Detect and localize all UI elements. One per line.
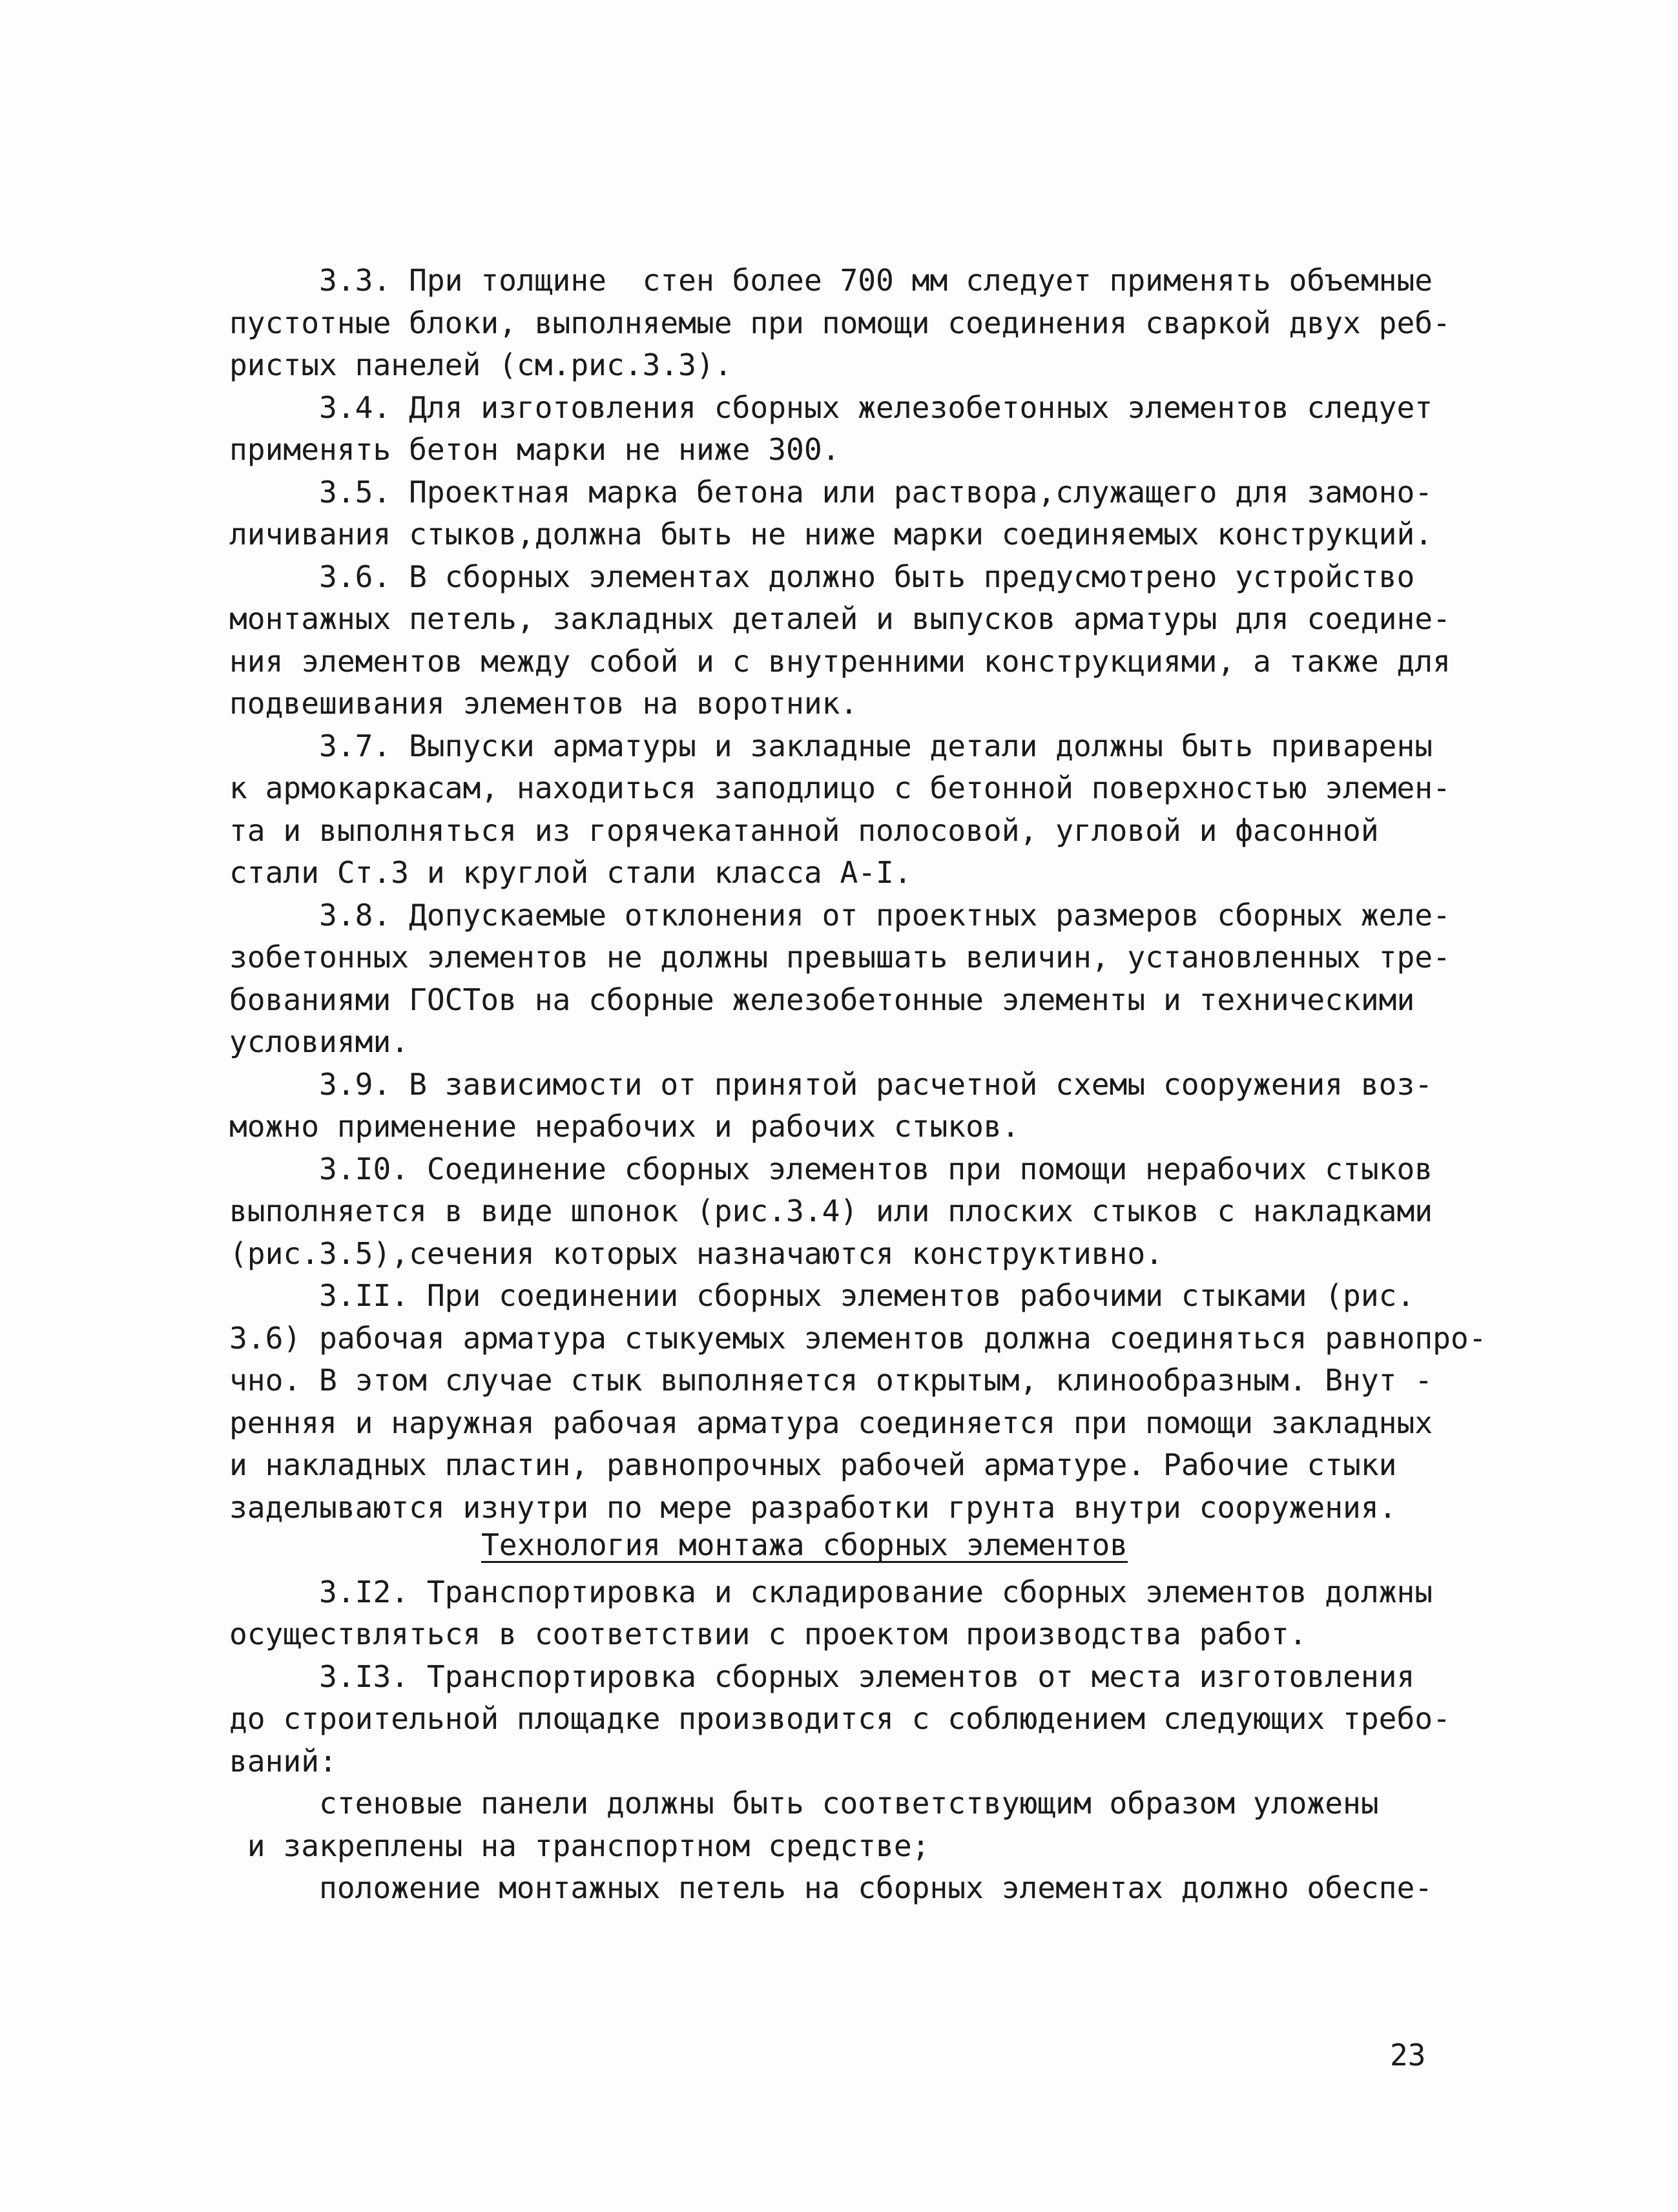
text-line: та и выполняться из горячекатанной полосовой, угловой и фасонной bbox=[229, 812, 1379, 848]
paragraphs-bottom bbox=[229, 1571, 1450, 1910]
text-line: 3.II. При соединении сборных элементов рабочими стыками (рис. bbox=[229, 1278, 1415, 1313]
text-line: 3.I3. Транспортировка сборных элементов от места изготовления bbox=[229, 1659, 1415, 1694]
text-line: к армокаркасам, находиться заподлицо с бетонной поверхностью элемен- bbox=[229, 770, 1451, 805]
text-line: монтажных петель, закладных деталей и выпусков арматуры для соедине- bbox=[229, 601, 1451, 636]
text-line: 3.6) рабочая арматура стыкуемых элементов должна соединяться равнопро- bbox=[229, 1320, 1487, 1356]
text-line: пустотные блоки, выполняемые при помощи соединения сваркой двух реб- bbox=[229, 305, 1451, 340]
text-line: 3.I2. Транспортировка и складирование сборных элементов должны bbox=[229, 1574, 1433, 1609]
text-line: ваний: bbox=[229, 1743, 337, 1779]
text-line: 3.9. В зависимости от принятой расчетной схемы сооружения воз- bbox=[229, 1066, 1433, 1102]
text-line: зобетонных элементов не должны превышать величин, установленных тре- bbox=[229, 940, 1451, 975]
text-line: условиями. bbox=[229, 1024, 409, 1059]
text-line: ристых панелей (см.рис.3.3). bbox=[229, 347, 732, 382]
text-line: до строительной площадке производится с соблюдением следующих требо- bbox=[229, 1701, 1451, 1736]
text-line: (рис.3.5),сечения которых назначаются конструктивно. bbox=[229, 1235, 1163, 1271]
text-line: чно. В этом случае стык выполняется открытым, клинообразным. Внут - bbox=[229, 1363, 1433, 1398]
paragraphs-top bbox=[229, 260, 1487, 1529]
text-line: стали Ст.3 и круглой стали класса А-I. bbox=[229, 855, 912, 890]
text-line: и закреплены на транспортном средстве; bbox=[229, 1828, 930, 1863]
text-line: 3.5. Проектная марка бетона или раствора,служащего для замоно- bbox=[229, 474, 1433, 510]
text-line: 3.I0. Соединение сборных элементов при помощи нерабочих стыков bbox=[229, 1151, 1433, 1186]
page-number: 23 bbox=[1390, 2038, 1426, 2072]
text-line: бованиями ГОСТов на сборные железобетонные элементы и техническими bbox=[229, 982, 1415, 1017]
text-line: 3.8. Допускаемые отклонения от проектных размеров сборных желе- bbox=[229, 897, 1451, 933]
text-line: применять бетон марки не ниже 300. bbox=[229, 432, 840, 467]
text-line: можно применение нерабочих и рабочих стыков. bbox=[229, 1109, 1020, 1144]
text-line: 3.7. Выпуски арматуры и закладные детали должны быть приварены bbox=[229, 728, 1433, 763]
text-line: выполняется в виде шпонок (рис.3.4) или плоских стыков с накладками bbox=[229, 1194, 1433, 1228]
section-heading: Технология монтажа сборных элементов bbox=[481, 1527, 1128, 1562]
text-line: ренняя и наружная рабочая арматура соединяется при помощи закладных bbox=[229, 1405, 1433, 1440]
text-line: заделываются изнутри по мере разработки грунта внутри сооружения. bbox=[229, 1489, 1397, 1525]
text-line: подвешивания элементов на воротник. bbox=[229, 686, 858, 721]
text-line: положение монтажных петель на сборных элементах должно обеспе- bbox=[229, 1870, 1433, 1905]
document-body bbox=[229, 260, 1487, 1910]
text-line: стеновые панели должны быть соответствующим образом уложены bbox=[229, 1786, 1379, 1821]
section-heading-row bbox=[229, 1529, 1450, 1571]
text-line: 3.6. В сборных элементах должно быть предусмотрено устройство bbox=[229, 559, 1415, 594]
text-line: и накладных пластин, равнопрочных рабочей арматуре. Рабочие стыки bbox=[229, 1447, 1397, 1482]
text-line: личивания стыков,должна быть не ниже марки соединяемых конструкций. bbox=[229, 517, 1433, 552]
text-line: 3.3. При толщине стен более 700 мм следует применять объемные bbox=[229, 263, 1433, 298]
text-line: ния элементов между собой и с внутренними конструкциями, а также для bbox=[229, 643, 1451, 679]
text-line: 3.4. Для изготовления сборных железобетонных элементов следует bbox=[229, 389, 1433, 425]
text-line: осуществляться в соответствии с проектом производства работ. bbox=[229, 1617, 1307, 1651]
